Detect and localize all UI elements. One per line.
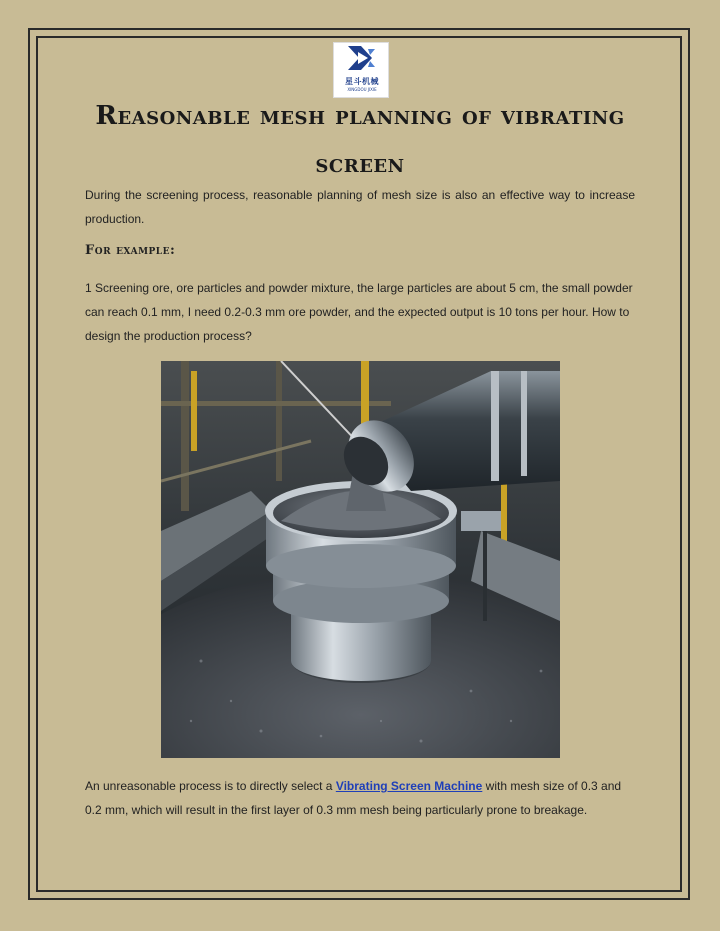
logo-name: 星斗机械 xyxy=(345,77,379,86)
intro-paragraph: During the screening process, reasonable planning of mesh size is also an effective way to increase production. xyxy=(85,188,635,226)
example-subheading: For example: xyxy=(85,243,176,258)
page-title: Reasonable mesh planning of vibrating screen xyxy=(95,101,625,179)
vibrating-screen-photo xyxy=(161,361,560,758)
closing-text-before: An unreasonable process is to directly select a xyxy=(85,779,336,793)
example-paragraph: 1 Screening ore, ore particles and powder mixture, the large particles are about 5 cm, the small powder can reach 0.1 mm, I need 0.2-0.3 mm ore powder, and the expected output is 10 tons per hour. How to design the production process? xyxy=(85,281,633,343)
closing-paragraph xyxy=(85,774,635,822)
closing-text-after: with mesh size of 0.3 and 0.2 mm, which will result in the first layer of 0.3 mm mesh being particularly prone to breakage. xyxy=(85,779,622,817)
logo-subtext: XINGDOU JIXIE xyxy=(347,87,377,92)
logo-mark-icon xyxy=(334,43,388,77)
company-logo xyxy=(333,42,389,98)
vibrating-screen-machine-link[interactable]: Vibrating Screen Machine xyxy=(335,779,483,793)
